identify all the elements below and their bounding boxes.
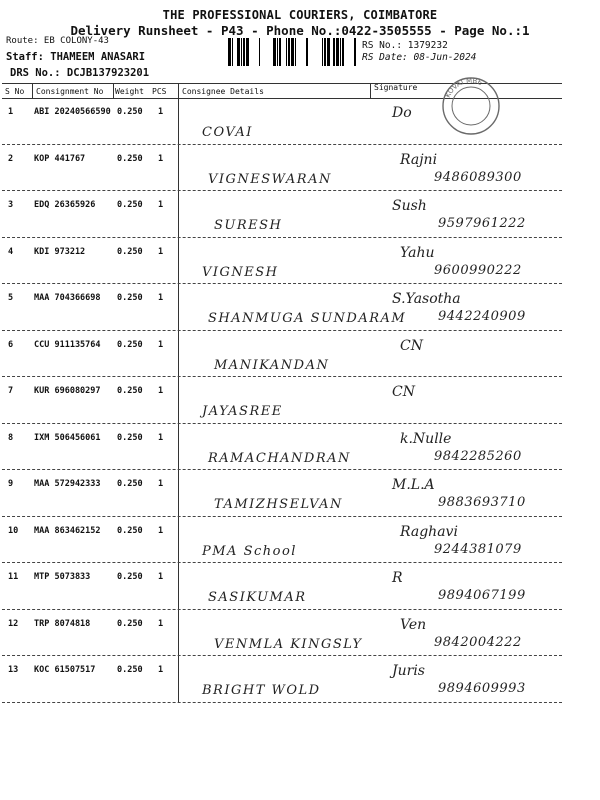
- row-weight: 0.250: [117, 665, 143, 675]
- row-phone: 9894609993: [438, 681, 526, 696]
- row-divider: [2, 702, 562, 703]
- row-divider: [2, 144, 562, 145]
- row-sno: 12: [8, 618, 19, 629]
- header-consignee-details: Consignee Details: [182, 87, 264, 96]
- row-pcs: 1: [158, 572, 164, 582]
- row-divider: [2, 376, 562, 377]
- row-phone: 9883693710: [438, 495, 526, 510]
- row-weight: 0.250: [117, 293, 143, 303]
- row-signature: Ven: [400, 616, 427, 633]
- row-consignment-no: KUR 696080297: [34, 386, 101, 396]
- row-consignment-no: EDQ 26365926: [34, 200, 96, 210]
- row-sno: 13: [8, 665, 19, 675]
- row-consignee-name: JAYASREE: [202, 404, 283, 419]
- row-pcs: 1: [158, 339, 164, 350]
- header-consignment: Consignment No: [36, 87, 104, 96]
- row-divider: [2, 330, 562, 331]
- row-sno: 9: [8, 479, 14, 489]
- row-consignment-no: KOC 61507517: [34, 665, 96, 675]
- company-title: THE PROFESSIONAL COURIERS, COIMBATORE: [162, 8, 438, 22]
- row-signature: Do: [392, 105, 412, 121]
- column-divider: [370, 83, 371, 98]
- row-consignee-name: PMA School: [202, 543, 297, 559]
- header-sno: S No: [5, 87, 25, 96]
- row-weight: 0.250: [117, 200, 143, 210]
- row-consignment-no: IXM 506456061: [34, 432, 101, 443]
- row-pcs: 1: [158, 665, 164, 675]
- row-pcs: 1: [158, 386, 164, 396]
- row-consignment-no: TRP 8074818: [34, 618, 91, 629]
- row-divider: [2, 283, 562, 284]
- row-phone: 9597961222: [438, 216, 526, 231]
- barcode-image: [228, 38, 356, 66]
- row-phone: 9600990222: [434, 262, 522, 278]
- row-signature: k.Nulle: [400, 430, 452, 447]
- row-divider: [2, 423, 562, 424]
- row-sno: 8: [8, 432, 14, 443]
- row-signature: Raghavi: [400, 523, 458, 540]
- header-pcs: PCS: [152, 87, 167, 96]
- row-weight: 0.250: [117, 572, 143, 582]
- row-consignee-name: COVAI: [202, 125, 253, 140]
- row-phone: 9244381079: [434, 541, 522, 557]
- row-divider: [2, 562, 562, 563]
- row-signature: Rajni: [400, 151, 438, 168]
- row-weight: 0.250: [117, 339, 143, 350]
- row-phone: 9894067199: [438, 588, 526, 603]
- row-pcs: 1: [158, 107, 164, 117]
- drs-number: DRS No.: DCJB137923201: [10, 67, 150, 79]
- row-phone: 9442240909: [438, 309, 526, 324]
- row-pcs: 1: [158, 293, 164, 303]
- row-weight: 0.250: [117, 246, 143, 257]
- column-divider: [113, 83, 114, 98]
- company-stamp: [438, 73, 504, 139]
- row-sno: 3: [8, 200, 14, 210]
- rs-number: RS No.: 1379232: [362, 40, 448, 51]
- row-phone: 9842285260: [434, 448, 522, 464]
- row-weight: 0.250: [117, 432, 143, 443]
- row-signature: Yahu: [400, 244, 435, 261]
- row-signature: S.Yasotha: [392, 291, 461, 307]
- row-phone: 9486089300: [434, 169, 522, 185]
- row-sno: 7: [8, 386, 14, 396]
- route-label: Route: EB COLONY-43: [6, 36, 109, 46]
- row-signature: M.L.A: [392, 477, 435, 493]
- row-consignee-name: VENMLA KINGSLY: [214, 636, 363, 652]
- column-divider: [32, 83, 33, 98]
- stamp-text: KOVAI MBE: [443, 76, 484, 99]
- row-weight: 0.250: [117, 107, 143, 117]
- row-weight: 0.250: [117, 153, 143, 164]
- row-pcs: 1: [158, 200, 164, 210]
- row-consignee-name: VIGNESWARAN: [208, 171, 332, 187]
- header-weight: Weight: [115, 87, 144, 96]
- row-signature: CN: [392, 384, 415, 400]
- row-signature: R: [392, 570, 403, 586]
- row-signature: CN: [400, 337, 423, 354]
- row-phone: 9842004222: [434, 634, 522, 650]
- row-pcs: 1: [158, 432, 164, 443]
- row-sno: 6: [8, 339, 14, 350]
- row-sno: 10: [8, 525, 19, 536]
- row-consignee-name: BRIGHT WOLD: [202, 683, 321, 698]
- staff-label: Staff: THAMEEM ANASARI: [6, 51, 146, 63]
- row-consignment-no: CCU 911135764: [34, 339, 101, 350]
- row-pcs: 1: [158, 479, 164, 489]
- row-divider: [2, 469, 562, 470]
- row-consignee-name: RAMACHANDRAN: [208, 450, 351, 466]
- row-divider: [2, 655, 562, 656]
- row-signature: Sush: [392, 198, 427, 214]
- row-weight: 0.250: [117, 479, 143, 489]
- row-consignee-name: VIGNESH: [202, 264, 279, 280]
- header-signature: Signature: [374, 83, 418, 92]
- row-weight: 0.250: [117, 618, 143, 629]
- row-pcs: 1: [158, 525, 164, 536]
- row-divider: [2, 516, 562, 517]
- row-consignment-no: MAA 863462152: [34, 525, 101, 536]
- row-sno: 2: [8, 153, 14, 164]
- row-pcs: 1: [158, 618, 164, 629]
- row-divider: [2, 237, 562, 238]
- runsheet-subtitle: Delivery Runsheet - P43 - Phone No.:0422-3505555 - Page No.:1: [70, 23, 530, 38]
- row-signature: Juris: [392, 663, 425, 679]
- column-divider: [178, 83, 179, 703]
- row-weight: 0.250: [117, 386, 143, 396]
- row-consignment-no: MAA 704366698: [34, 293, 101, 303]
- row-sno: 11: [8, 572, 19, 582]
- row-pcs: 1: [158, 246, 164, 257]
- row-pcs: 1: [158, 153, 164, 164]
- row-sno: 4: [8, 246, 14, 257]
- row-consignment-no: KOP 441767: [34, 153, 86, 164]
- row-sno: 1: [8, 107, 14, 117]
- row-consignee-name: MANIKANDAN: [214, 357, 330, 373]
- row-consignment-no: MAA 572942333: [34, 479, 101, 489]
- rs-date: RS Date: 08-Jun-2024: [362, 52, 477, 63]
- row-consignee-name: SHANMUGA SUNDARAM: [208, 311, 407, 326]
- row-sno: 5: [8, 293, 14, 303]
- row-consignee-name: TAMIZHSELVAN: [214, 497, 343, 512]
- row-weight: 0.250: [117, 525, 143, 536]
- row-divider: [2, 190, 562, 191]
- row-consignee-name: SASIKUMAR: [208, 590, 307, 605]
- runsheet-table: [2, 76, 596, 703]
- row-consignment-no: KDI 973212: [34, 246, 86, 257]
- row-consignment-no: ABI 20240566590: [34, 107, 111, 117]
- row-consignee-name: SURESH: [214, 218, 283, 233]
- row-consignment-no: MTP 5073833: [34, 572, 91, 582]
- row-divider: [2, 609, 562, 610]
